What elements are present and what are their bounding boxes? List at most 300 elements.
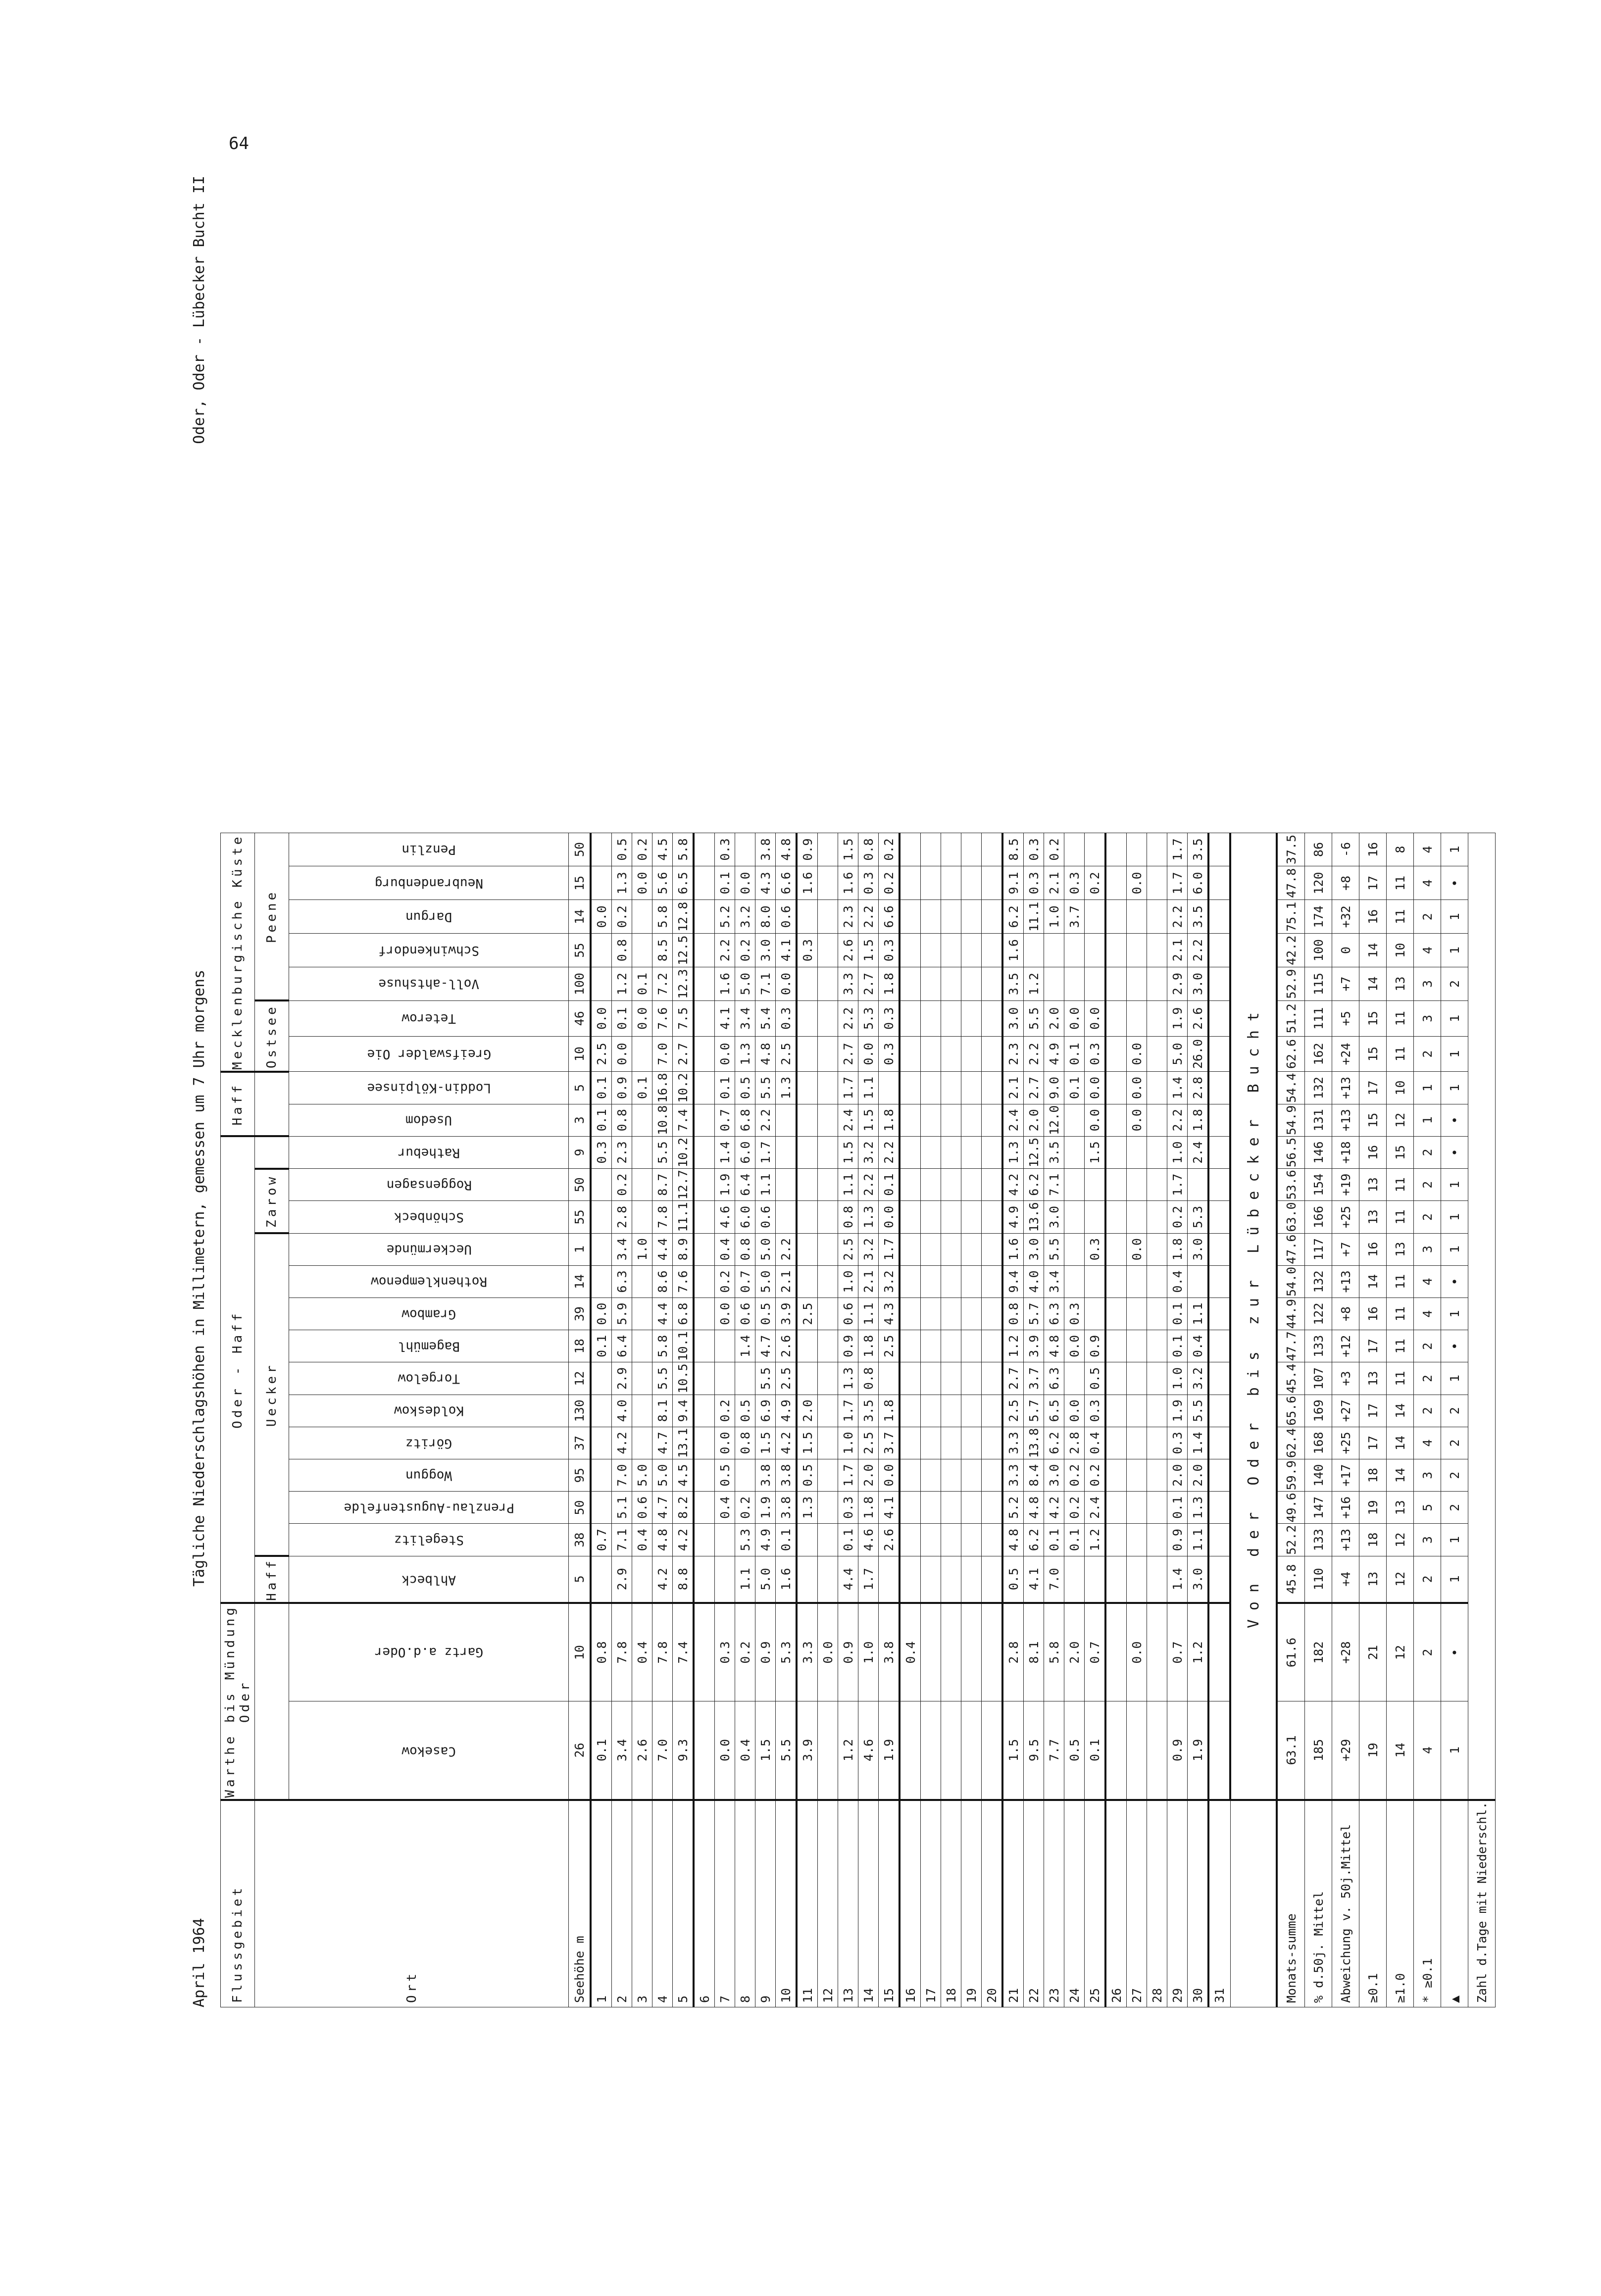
- day-value: 0.2: [715, 1395, 735, 1427]
- day-value: 5.7: [1024, 1298, 1044, 1330]
- day-value: 2.3: [838, 900, 858, 934]
- day-value: 1.3: [735, 1036, 755, 1072]
- day-value: 0.2: [632, 833, 652, 866]
- day-value: 1.6: [838, 866, 858, 900]
- day-value: [797, 1000, 818, 1036]
- day-value: [1147, 1298, 1167, 1330]
- day-value: 9.4: [1002, 1265, 1024, 1298]
- tage-caption: Zahl d.Tage mit Niederschl.: [1468, 1800, 1496, 2007]
- day-value: 0.2: [1085, 866, 1106, 900]
- day-value: 7.8: [652, 1201, 673, 1233]
- day-value: 1.9: [1188, 1701, 1209, 1800]
- station-elevation: 26: [569, 1701, 591, 1800]
- stat-label: Monats-summe: [1277, 1800, 1305, 2007]
- day-value: 2.9: [612, 1556, 632, 1603]
- day-value: [694, 1459, 715, 1492]
- station-name-roggensagen: Roggensagen: [289, 1169, 569, 1201]
- day-value: [1208, 1330, 1230, 1362]
- day-value: 2.4: [1002, 1104, 1024, 1136]
- stat-value: 47.6: [1277, 1233, 1305, 1265]
- day-value: [1208, 1136, 1230, 1168]
- day-value: 16.8: [652, 1072, 673, 1104]
- day-value: 9.4: [673, 1395, 694, 1427]
- day-number: 31: [1208, 1800, 1230, 2007]
- seehoehe-row: [569, 833, 591, 2007]
- day-value: [900, 1362, 921, 1395]
- day-value: [941, 1603, 961, 1701]
- day-row: [900, 833, 921, 2007]
- day-value: 0.0: [1085, 1072, 1106, 1104]
- day-value: [694, 1556, 715, 1603]
- day-value: 1.8: [858, 1492, 879, 1524]
- stat-value: 2: [1441, 1427, 1468, 1459]
- day-value: [1208, 1233, 1230, 1265]
- day-value: 13.8: [1024, 1427, 1044, 1459]
- day-value: 0.4: [1085, 1427, 1106, 1459]
- day-row: [591, 833, 612, 2007]
- day-value: [632, 1330, 652, 1362]
- day-value: [591, 833, 612, 866]
- stat-value: 132: [1305, 1265, 1332, 1298]
- day-value: 2.2: [715, 934, 735, 967]
- day-value: 7.0: [652, 1701, 673, 1800]
- stat-value: 14: [1387, 1459, 1414, 1492]
- stat-value: 14: [1387, 1395, 1414, 1427]
- day-row: [1167, 833, 1188, 2007]
- stat-value: 11: [1387, 1298, 1414, 1330]
- day-value: 7.4: [673, 1104, 694, 1136]
- day-value: 2.2: [879, 1136, 900, 1168]
- day-value: [591, 1233, 612, 1265]
- stat-value: 2: [1414, 1201, 1441, 1233]
- stat-value: 3: [1414, 1233, 1441, 1265]
- station-name-ahlbeck: Ahlbeck: [289, 1556, 569, 1603]
- day-row: [612, 833, 632, 2007]
- station-name-neubrandenburg: Neubrandenburg: [289, 866, 569, 900]
- day-value: 0.1: [632, 967, 652, 1001]
- day-value: 0.8: [858, 1362, 879, 1395]
- stat-value: 185: [1305, 1701, 1332, 1800]
- day-value: [1127, 1169, 1147, 1201]
- day-value: [818, 934, 838, 967]
- day-value: 5.5: [652, 1136, 673, 1168]
- day-value: 0.0: [735, 866, 755, 900]
- day-value: [961, 1000, 982, 1036]
- day-value: 0.9: [838, 1603, 858, 1701]
- station-name-teterow: Teterow: [289, 1000, 569, 1036]
- day-value: [818, 1169, 838, 1201]
- station-name-penzlin: Penzlin: [289, 833, 569, 866]
- day-value: [1147, 1233, 1167, 1265]
- banner-label-spacer: [1230, 1800, 1277, 2007]
- day-value: [982, 1036, 1003, 1072]
- day-value: [1105, 900, 1127, 934]
- day-value: 8.1: [1024, 1603, 1044, 1701]
- stat-value: 4: [1414, 1265, 1441, 1298]
- day-value: [982, 1603, 1003, 1701]
- day-value: 0.1: [632, 1072, 652, 1104]
- day-value: 5.0: [632, 1459, 652, 1492]
- day-value: 9.5: [1024, 1701, 1044, 1800]
- day-value: [941, 1000, 961, 1036]
- day-value: [1208, 1298, 1230, 1330]
- day-value: 12.5: [1024, 1136, 1044, 1168]
- region-warthe: [221, 1603, 255, 1800]
- day-value: [900, 1036, 921, 1072]
- station-elevation: 1: [569, 1233, 591, 1265]
- day-value: 0.6: [632, 1492, 652, 1524]
- day-value: [1085, 934, 1106, 967]
- day-value: 6.2: [1002, 900, 1024, 934]
- day-value: 5.0: [755, 1233, 776, 1265]
- day-value: 0.1: [591, 1104, 612, 1136]
- day-value: 2.4: [1188, 1136, 1209, 1168]
- day-number: 15: [879, 1800, 900, 2007]
- day-number: 18: [941, 1800, 961, 2007]
- day-value: [941, 866, 961, 900]
- day-value: [1105, 1427, 1127, 1459]
- day-value: 5.0: [735, 967, 755, 1001]
- day-value: [1127, 1000, 1147, 1036]
- day-value: [776, 1169, 797, 1201]
- day-value: [1105, 1362, 1127, 1395]
- day-value: [1147, 1072, 1167, 1104]
- stat-value: 17: [1359, 1395, 1387, 1427]
- day-value: [1105, 967, 1127, 1001]
- day-value: [1044, 934, 1064, 967]
- day-value: 10.2: [673, 1072, 694, 1104]
- day-value: 8.8: [673, 1556, 694, 1603]
- day-value: [694, 1395, 715, 1427]
- day-value: 1.5: [797, 1427, 818, 1459]
- day-value: [921, 1265, 941, 1298]
- stat-value: 132: [1305, 1072, 1332, 1104]
- day-number: 29: [1167, 1800, 1188, 2007]
- day-value: 0.1: [1167, 1298, 1188, 1330]
- day-value: 0.5: [612, 833, 632, 866]
- day-row: [858, 833, 879, 2007]
- day-value: 0.1: [1064, 1036, 1085, 1072]
- day-value: [961, 1201, 982, 1233]
- day-value: 7.2: [652, 967, 673, 1001]
- day-value: [1147, 967, 1167, 1001]
- monatssumme-row: [1277, 833, 1305, 2007]
- day-value: [961, 1492, 982, 1524]
- day-row: [1147, 833, 1167, 2007]
- day-value: 0.0: [858, 1036, 879, 1072]
- day-value: [1105, 1036, 1127, 1072]
- day-value: [797, 1330, 818, 1362]
- day-value: [900, 833, 921, 866]
- day-value: 0.0: [879, 1201, 900, 1233]
- day-value: 1.5: [755, 1427, 776, 1459]
- day-value: 2.6: [1188, 1000, 1209, 1036]
- day-value: 12.3: [673, 967, 694, 1001]
- day-row: [652, 833, 673, 2007]
- day-value: 5.1: [612, 1492, 632, 1524]
- day-value: 5.8: [652, 900, 673, 934]
- day-value: [1127, 1492, 1147, 1524]
- day-number: 20: [982, 1800, 1003, 2007]
- day-value: 0.1: [1167, 1492, 1188, 1524]
- day-value: 0.0: [818, 1603, 838, 1701]
- day-value: 0.0: [591, 900, 612, 934]
- day-value: 3.5: [1044, 1136, 1064, 1168]
- stat-value: 1: [1441, 934, 1468, 967]
- day-value: 4.2: [673, 1524, 694, 1556]
- day-value: [694, 1265, 715, 1298]
- day-value: [921, 967, 941, 1001]
- stat-value: 10: [1387, 934, 1414, 967]
- region-left-spacer: [255, 1603, 289, 1800]
- station-elevation: 55: [569, 1201, 591, 1233]
- day-value: [1105, 866, 1127, 900]
- day-value: 0.3: [591, 1136, 612, 1168]
- stat-value: 1: [1441, 1000, 1468, 1036]
- day-value: 0.4: [1188, 1330, 1209, 1362]
- day-row: [1127, 833, 1147, 2007]
- day-value: 4.4: [838, 1556, 858, 1603]
- subregion-row: [255, 833, 289, 2007]
- station-name-g-ritz: Göritz: [289, 1427, 569, 1459]
- day-number: 19: [961, 1800, 982, 2007]
- day-value: 0.2: [879, 833, 900, 866]
- day-value: 2.0: [858, 1459, 879, 1492]
- day-number: 3: [632, 1800, 652, 2007]
- day-value: 4.7: [652, 1492, 673, 1524]
- day-value: 3.0: [1024, 1233, 1044, 1265]
- stat-value: 1: [1441, 1233, 1468, 1265]
- day-value: 5.2: [1002, 1492, 1024, 1524]
- day-value: 0.4: [715, 1233, 735, 1265]
- day-value: [694, 866, 715, 900]
- day-value: [776, 1201, 797, 1233]
- day-value: [921, 1395, 941, 1427]
- day-value: [921, 1136, 941, 1168]
- day-value: [1147, 1036, 1167, 1072]
- day-value: 1.2: [1188, 1603, 1209, 1701]
- day-value: 5.8: [673, 833, 694, 866]
- day-value: 3.3: [797, 1603, 818, 1701]
- day-row: [1002, 833, 1024, 2007]
- day-value: 4.5: [673, 1459, 694, 1492]
- stat-value: 133: [1305, 1330, 1332, 1362]
- day-value: 4.6: [858, 1701, 879, 1800]
- stat-value: +29: [1332, 1701, 1359, 1800]
- day-value: 3.9: [776, 1298, 797, 1330]
- stat-value: 75.1: [1277, 900, 1305, 934]
- day-value: [921, 1201, 941, 1233]
- stat-value: 4: [1414, 1427, 1441, 1459]
- day-value: [694, 1427, 715, 1459]
- stat-value: •: [1441, 866, 1468, 900]
- day-value: [961, 1556, 982, 1603]
- stat-value: 12: [1387, 1524, 1414, 1556]
- day-value: [879, 1362, 900, 1395]
- day-value: 7.0: [612, 1459, 632, 1492]
- stat-value: 11: [1387, 1201, 1414, 1233]
- day-value: [1208, 967, 1230, 1001]
- day-value: 5.5: [776, 1701, 797, 1800]
- day-value: 1.3: [612, 866, 632, 900]
- day-value: [818, 1072, 838, 1104]
- stat-value: 154: [1305, 1169, 1332, 1201]
- day-value: 1.3: [797, 1492, 818, 1524]
- day-value: 6.0: [1188, 866, 1209, 900]
- day-value: [1208, 1524, 1230, 1556]
- day-value: 4.0: [612, 1395, 632, 1427]
- day-value: [921, 866, 941, 900]
- day-value: [982, 1000, 1003, 1036]
- day-value: 1.7: [1167, 833, 1188, 866]
- day-value: 4.8: [755, 1036, 776, 1072]
- day-value: 0.1: [715, 1072, 735, 1104]
- stat-value: 14: [1387, 1701, 1414, 1800]
- station-elevation: 95: [569, 1459, 591, 1492]
- tage-box-row: [1441, 833, 1468, 2007]
- day-value: 6.3: [1044, 1362, 1064, 1395]
- day-value: [818, 1524, 838, 1556]
- stat-value: 18: [1359, 1524, 1387, 1556]
- day-value: [694, 833, 715, 866]
- day-value: [1105, 934, 1127, 967]
- day-value: 6.3: [612, 1265, 632, 1298]
- day-value: 0.4: [632, 1524, 652, 1556]
- stat-value: +17: [1332, 1459, 1359, 1492]
- day-value: [1064, 967, 1085, 1001]
- day-value: 0.8: [612, 1104, 632, 1136]
- day-value: [694, 967, 715, 1001]
- day-value: [1085, 1265, 1106, 1298]
- day-value: [1127, 1556, 1147, 1603]
- day-value: 3.5: [1188, 900, 1209, 934]
- day-value: 1.2: [1002, 1330, 1024, 1362]
- stat-value: 51.2: [1277, 1000, 1305, 1036]
- station-name-koldeskow: Koldeskow: [289, 1395, 569, 1427]
- day-value: [591, 1427, 612, 1459]
- stat-value: 2: [1414, 1556, 1441, 1603]
- day-value: [797, 900, 818, 934]
- stat-value: 11: [1387, 900, 1414, 934]
- day-value: [694, 1330, 715, 1362]
- day-value: [1064, 1556, 1085, 1603]
- stat-value: 63.0: [1277, 1201, 1305, 1233]
- stat-value: 13: [1359, 1556, 1387, 1603]
- day-value: [941, 934, 961, 967]
- day-value: 5.3: [1188, 1201, 1209, 1233]
- day-value: 12.5: [673, 934, 694, 967]
- day-value: [982, 900, 1003, 934]
- day-value: 7.5: [673, 1000, 694, 1036]
- day-value: 3.2: [1188, 1362, 1209, 1395]
- stat-value: 8: [1387, 833, 1414, 866]
- day-value: 1.6: [776, 1556, 797, 1603]
- day-row: [982, 833, 1003, 2007]
- day-value: 4.8: [1024, 1492, 1044, 1524]
- day-value: 3.8: [879, 1603, 900, 1701]
- day-value: 2.5: [776, 1036, 797, 1072]
- day-row: [1064, 833, 1085, 2007]
- stat-value: 147: [1305, 1492, 1332, 1524]
- day-row: [1044, 833, 1064, 2007]
- region-oder-haff: Oder - Haff: [221, 1136, 255, 1602]
- stat-value: 2: [1414, 1136, 1441, 1168]
- day-value: [941, 967, 961, 1001]
- day-value: [694, 1492, 715, 1524]
- day-value: 1.8: [879, 1104, 900, 1136]
- day-value: 4.7: [652, 1427, 673, 1459]
- station-name-loddin-k-lpinsee: Loddin-Kölpinsee: [289, 1072, 569, 1104]
- day-value: 1.5: [755, 1701, 776, 1800]
- region-mecklenburg: Mecklenburgische Küste: [221, 833, 255, 1072]
- stat-value: 21: [1359, 1603, 1387, 1701]
- day-value: [1188, 1169, 1209, 1201]
- day-value: [900, 1169, 921, 1201]
- day-value: 2.5: [858, 1427, 879, 1459]
- day-value: [982, 1104, 1003, 1136]
- station-elevation: 37: [569, 1427, 591, 1459]
- day-value: [818, 1395, 838, 1427]
- stat-value: +25: [1332, 1427, 1359, 1459]
- day-value: [921, 1036, 941, 1072]
- stat-value: 47.7: [1277, 1330, 1305, 1362]
- station-elevation: 5: [569, 1072, 591, 1104]
- tage-01-row: [1359, 833, 1387, 2007]
- day-value: 4.4: [652, 1298, 673, 1330]
- day-value: [1064, 1136, 1085, 1168]
- stat-value: +13: [1332, 1524, 1359, 1556]
- stat-value: 122: [1305, 1298, 1332, 1330]
- day-value: 1.9: [879, 1701, 900, 1800]
- day-value: [797, 967, 818, 1001]
- header-region: Oder, Oder - Lübecker Bucht II: [191, 176, 208, 444]
- day-value: 6.3: [1044, 1298, 1064, 1330]
- day-value: [632, 1298, 652, 1330]
- day-value: 2.7: [838, 1036, 858, 1072]
- day-value: [1147, 1395, 1167, 1427]
- day-value: 0.0: [1064, 1395, 1085, 1427]
- stat-value: 61.6: [1277, 1603, 1305, 1701]
- day-value: [941, 1427, 961, 1459]
- day-value: [982, 1136, 1003, 1168]
- day-value: [1064, 1265, 1085, 1298]
- day-value: [1147, 1000, 1167, 1036]
- day-value: 3.8: [776, 1492, 797, 1524]
- day-value: [818, 1459, 838, 1492]
- day-value: [921, 1459, 941, 1492]
- day-value: [818, 1104, 838, 1136]
- day-value: 0.6: [838, 1298, 858, 1330]
- day-value: [797, 1265, 818, 1298]
- stat-value: 15: [1359, 1104, 1387, 1136]
- day-value: 0.3: [879, 1036, 900, 1072]
- stat-value: 13: [1387, 1233, 1414, 1265]
- day-value: [900, 1459, 921, 1492]
- station-name-greifswalder-oie: Greifswalder Oie: [289, 1036, 569, 1072]
- stat-value: 11: [1387, 1036, 1414, 1072]
- day-value: 0.3: [1064, 866, 1085, 900]
- day-value: [632, 1427, 652, 1459]
- stat-value: 3: [1414, 1524, 1441, 1556]
- day-row: [961, 833, 982, 2007]
- day-value: [818, 1701, 838, 1800]
- day-value: [900, 866, 921, 900]
- day-value: 4.3: [879, 1298, 900, 1330]
- day-value: [941, 1169, 961, 1201]
- day-value: 3.8: [755, 833, 776, 866]
- day-value: [591, 1459, 612, 1492]
- stat-value: 12: [1387, 1104, 1414, 1136]
